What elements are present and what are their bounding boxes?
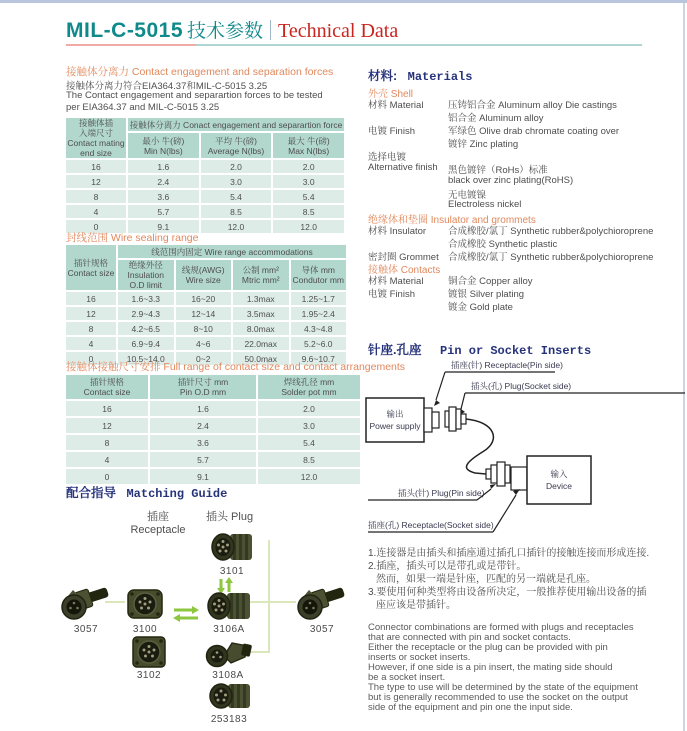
- material-row: 镀锌 Zinc plating: [448, 139, 519, 150]
- note-en-line: Either the receptacle or the plug can be provided with pin: [368, 642, 608, 653]
- power-supply-box: [366, 398, 424, 442]
- device-box: [527, 456, 591, 504]
- engagement-col3-header: 最大 牛(磅) Max N(lbs): [272, 132, 345, 159]
- note-cn-line: 3.要使用何种类型将由设备所决定，一般推荐使用输出设备的插: [368, 587, 647, 598]
- note-en-line: The type to use will be determined by the state of the equipment: [368, 682, 638, 693]
- material-row: 材料 Insulator 合成橡胶/氯丁 Synthetic rubber&polychioroprene: [368, 226, 654, 237]
- table-row: 16 1.6~3.3 16~20 1.3max 1.25~1.7: [65, 291, 347, 306]
- connector-3057-left-photo: [60, 584, 112, 627]
- wire-col0-header: 插针规格 Contact size: [65, 244, 117, 291]
- wire-col4-header: 导体 mm Condutor mm: [290, 259, 348, 291]
- material-row: Electroless nickel: [448, 199, 522, 210]
- table-row: 8 4.2~6.5 8~10 8.0max 4.3~4.8: [65, 321, 347, 336]
- cable-curve: [466, 419, 493, 474]
- table-row: 0 10.5~14.0 0~2 50.0max 9.6~10.7: [65, 351, 347, 366]
- engagement-col1-header: 最小 牛(磅) Min N(lbs): [127, 132, 200, 159]
- connector-3100-code: 3100: [132, 624, 158, 635]
- material-row: 合成橡胶 Synthetic plastic: [448, 239, 558, 250]
- engagement-col2-header: 平均 牛(磅) Average N(lbs): [200, 132, 273, 159]
- material-row: 材料 Material 压铸铝合金 Aluminum alloy Die castings: [368, 100, 617, 111]
- dims-col2-header: 焊线孔径 mm Solder pot mm: [257, 374, 361, 400]
- engagement-col0-header: 接触体插 入端尺寸 Contact mating end size: [65, 117, 127, 159]
- table-row: 4 5.7 8.5: [65, 451, 361, 468]
- note-cn-line: 座应该是带插针。: [376, 600, 456, 611]
- material-row: 电镀 Finish 军绿色 Olive drab chromate coating over: [368, 126, 620, 137]
- page-top-border: [0, 0, 687, 3]
- material-row: black over zinc plating(RoHS): [448, 175, 574, 186]
- power-supply-label-cn: 输出: [386, 409, 404, 419]
- title-divider: [270, 20, 271, 40]
- swap-arrows-horizontal-icon: [172, 606, 200, 627]
- table-row: 0 9.1 12.0 12.0: [65, 219, 345, 234]
- material-row: 电镀 Finish 镀银 Silver plating: [368, 289, 525, 300]
- connector-3106a-code: 3106A: [213, 624, 245, 635]
- diagram-label-receptacle-pin: 插座(针) Receptacle(Pin side): [451, 360, 563, 370]
- table-row: 12 2.9~4.3 12~14 3.5max 1.95~2.4: [65, 306, 347, 321]
- materials-shell-subheading: 外壳 Shell: [368, 89, 414, 100]
- engagement-table: [64, 116, 346, 235]
- section-contact-dims-heading: 接触体接触尺寸安排 Full range of contact size and contact arrangements: [66, 361, 406, 373]
- material-row: 镀金 Gold plate: [448, 302, 513, 313]
- power-supply-label-en: Power supply: [369, 421, 421, 431]
- table-row: 12 2.4 3.0 3.0: [65, 174, 345, 189]
- title-underline-pink: [66, 44, 196, 46]
- connector-3102-code: 3102: [136, 670, 162, 681]
- title-underline-teal: [196, 44, 642, 46]
- title-chinese: 技术参数: [187, 21, 264, 42]
- engagement-group-header: 接触体分离力 Conact engagement and separartion force: [127, 117, 345, 132]
- section-wire-sealing-heading: 封线范围 Wire sealing range: [66, 232, 199, 244]
- table-row: 12 2.4 3.0: [65, 417, 361, 434]
- wire-col3-header: 公制 mm² Mtric mm²: [232, 259, 290, 291]
- note-en-line: that are connected with pin and socket contacts.: [368, 632, 571, 643]
- connector-3101-photo: [210, 531, 254, 568]
- diagram-label-plug-socket: 插头(孔) Plug(Socket side): [471, 381, 572, 391]
- inserts-diagram: [365, 356, 687, 543]
- table-row: 8 3.6 5.4: [65, 434, 361, 451]
- connector-3057-right-code: 3057: [309, 624, 335, 635]
- material-row: 材料 Material 铜合金 Copper alloy: [368, 276, 533, 287]
- connector-3101-code: 3101: [219, 566, 245, 577]
- note-en-line: side of the equipment and pin one the input side.: [368, 702, 573, 713]
- connector-3108a-photo: [204, 636, 252, 673]
- connector-253183-photo: [208, 680, 252, 717]
- matching-link-line: [250, 651, 270, 653]
- note-en-line: inserts or socket inserts.: [368, 652, 471, 663]
- material-row: 密封圈 Grommet 合成橡胶/氯丁 Synthetic rubber&polychioroprene: [368, 252, 654, 263]
- material-row: 铝合金 Aluminum alloy: [448, 113, 544, 124]
- matching-receptacle-label: 插座 Receptacle: [130, 511, 186, 536]
- connector-3108a-code: 3108A: [212, 670, 244, 681]
- connector-3057-left-code: 3057: [73, 624, 99, 635]
- table-row: 4 6.9~9.4 4~6 22.0max 5.2~6.0: [65, 336, 347, 351]
- page-title: [66, 16, 398, 43]
- connector-3106a-photo: [206, 590, 252, 627]
- note-en-line: However, if one side is a pin insert, the mating side should: [368, 662, 613, 673]
- device-label-cn: 输入: [550, 469, 568, 479]
- wire-group-header: 线范围内固定 Wire range accommodations: [117, 244, 347, 259]
- section-engagement-heading: 接触体分离力 Contact engagement and separation forces: [66, 66, 334, 78]
- material-row: Alternative finish 黑色镀锌（RoHs）标准: [368, 162, 548, 176]
- section-matching-guide-heading: 配合指导 Matching Guide: [66, 486, 228, 501]
- contact-dims-table: [64, 373, 362, 486]
- matching-plug-label: 插头 Plug: [206, 511, 254, 523]
- table-row: 0 9.1 12.0: [65, 468, 361, 485]
- dims-col0-header: 插针规格 Contact size: [65, 374, 149, 400]
- section-inserts-heading: 针座.孔座 Pin or Socket Inserts: [368, 343, 592, 358]
- materials-contacts-subheading: 接触体 Contacts: [368, 265, 441, 276]
- connector-3100-photo: [124, 586, 166, 627]
- material-row: 无电镀镍: [448, 190, 487, 201]
- table-row: 16 1.6 2.0 2.0: [65, 159, 345, 174]
- diagram-label-receptacle-socket: 插座(孔) Receptacle(Socket side): [368, 520, 494, 530]
- device-label-en: Device: [546, 481, 572, 491]
- wire-col2-header: 线规(AWG) Wire size: [175, 259, 233, 291]
- engagement-note-1: 接触体分离力符合EIA364.37和MIL-C-5015 3.25: [66, 81, 268, 92]
- table-row: 8 3.6 5.4 5.4: [65, 189, 345, 204]
- connector-3057-right-photo: [296, 584, 348, 627]
- matching-link-line: [268, 540, 270, 652]
- engagement-note-2: The Contact engagement and separartion forces to be tested: [66, 90, 323, 101]
- diagram-label-plug-pin: 插头(针) Plug(Pin side): [398, 488, 485, 498]
- section-materials-heading: 材料: Materials: [368, 69, 473, 84]
- connector-253183-code: 253183: [210, 714, 248, 725]
- materials-insulator-subheading: 绝缘体和垫圈 Insulator and grommets: [368, 215, 536, 226]
- table-row: 16 1.6 2.0: [65, 400, 361, 417]
- note-en-line: be a socket insert.: [368, 672, 446, 683]
- material-row: 选择电镀: [368, 152, 407, 163]
- connector-3102-photo: [130, 634, 168, 675]
- wire-sealing-table: [64, 243, 348, 367]
- note-cn-line: 1.连接器是由插头和插座通过插孔口插针的接触连接而形成连接.: [368, 548, 650, 559]
- note-cn-line: 然而，如果一端是针座，匹配的另一端就是孔座。: [376, 574, 596, 585]
- title-english: Technical Data: [278, 20, 399, 42]
- note-cn-line: 2.插座，插头可以是带孔或是带针。: [368, 561, 527, 572]
- note-en-line: but is generally recommended to use the socket on the output: [368, 692, 628, 703]
- title-model: MIL-C-5015: [66, 19, 184, 42]
- dims-col1-header: 插针尺寸 mm Pin O.D mm: [149, 374, 257, 400]
- table-row: 4 5.7 8.5 8.5: [65, 204, 345, 219]
- engagement-note-3: per EIA364.37 and MIL-C-5015 3.25: [66, 102, 220, 113]
- note-en-line: Connector combinations are formed with plugs and receptacles: [368, 622, 634, 633]
- wire-col1-header: 绝缘外径 Insulation O.D limit: [117, 259, 175, 291]
- matching-link-line: [250, 601, 296, 603]
